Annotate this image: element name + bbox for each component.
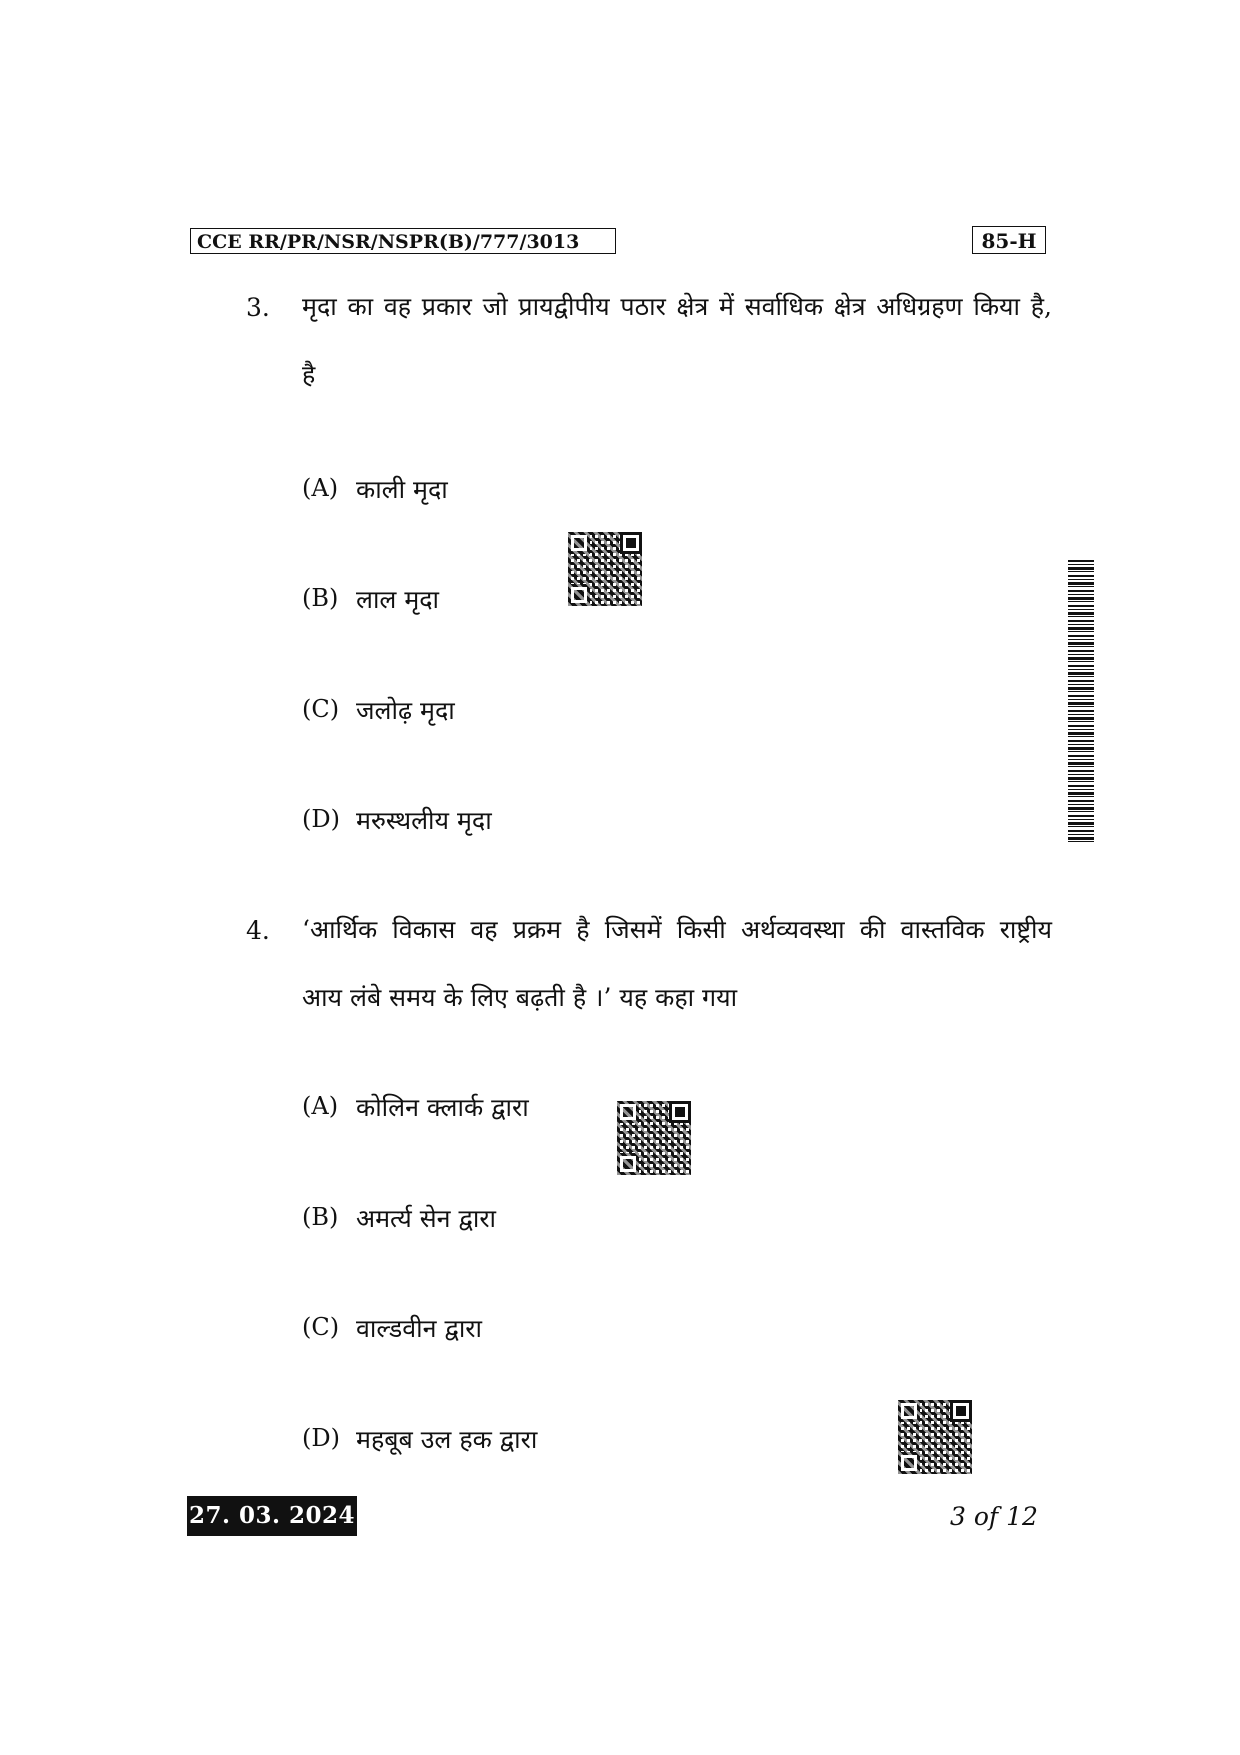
question-4-option-d-text: महबूब उल हक द्वारा	[356, 1425, 538, 1454]
question-3-option-c-text: जलोढ़ मृदा	[356, 696, 455, 725]
question-4-text-line2: आय लंबे समय के लिए बढ़ती है ।’ यह कहा गया	[302, 983, 738, 1012]
page-number: 3 of 12	[950, 1502, 1038, 1531]
exam-date: 27. 03. 2024	[187, 1496, 357, 1536]
question-3-text-line1: मृदा का वह प्रकार जो प्रायद्वीपीय पठार क्षेत्र में सर्वाधिक क्षेत्र अधिग्रहण किया है,	[302, 292, 1052, 321]
question-3-option-c-label: (C)	[302, 695, 340, 723]
question-3-option-d-label: (D)	[302, 805, 340, 833]
question-3-text-line2: है	[302, 360, 316, 389]
question-4-option-c-text: वाल्डवीन द्वारा	[356, 1314, 482, 1343]
question-4-option-b-text: अमर्त्य सेन द्वारा	[356, 1204, 497, 1233]
question-4-text-line1: ‘आर्थिक विकास वह प्रक्रम है जिसमें किसी अर्थव्यवस्था की वास्तविक राष्ट्रीय	[302, 915, 1052, 944]
question-3-option-a-text: काली मृदा	[356, 475, 448, 504]
set-code: 85-H	[972, 226, 1046, 254]
question-4-option-a-label: (A)	[302, 1092, 339, 1120]
question-3-option-a-label: (A)	[302, 474, 339, 502]
qr-code-icon	[617, 1101, 691, 1175]
question-3-option-b-text: लाल मृदा	[356, 585, 440, 614]
qr-code-icon	[568, 532, 642, 606]
question-3-option-d-text: मरुस्थलीय मृदा	[356, 806, 492, 835]
question-3-option-b-label: (B)	[302, 584, 339, 612]
exam-code: CCE RR/PR/NSR/NSPR(B)/777/3013	[190, 228, 616, 254]
question-4-option-d-label: (D)	[302, 1424, 340, 1452]
question-4-option-b-label: (B)	[302, 1203, 339, 1231]
qr-code-icon	[898, 1400, 972, 1474]
question-4-option-a-text: कोलिन क्लार्क द्वारा	[356, 1093, 529, 1122]
question-4-number: 4.	[246, 916, 270, 945]
question-4-option-c-label: (C)	[302, 1313, 340, 1341]
barcode-icon	[1068, 560, 1094, 842]
question-3-number: 3.	[246, 293, 270, 322]
